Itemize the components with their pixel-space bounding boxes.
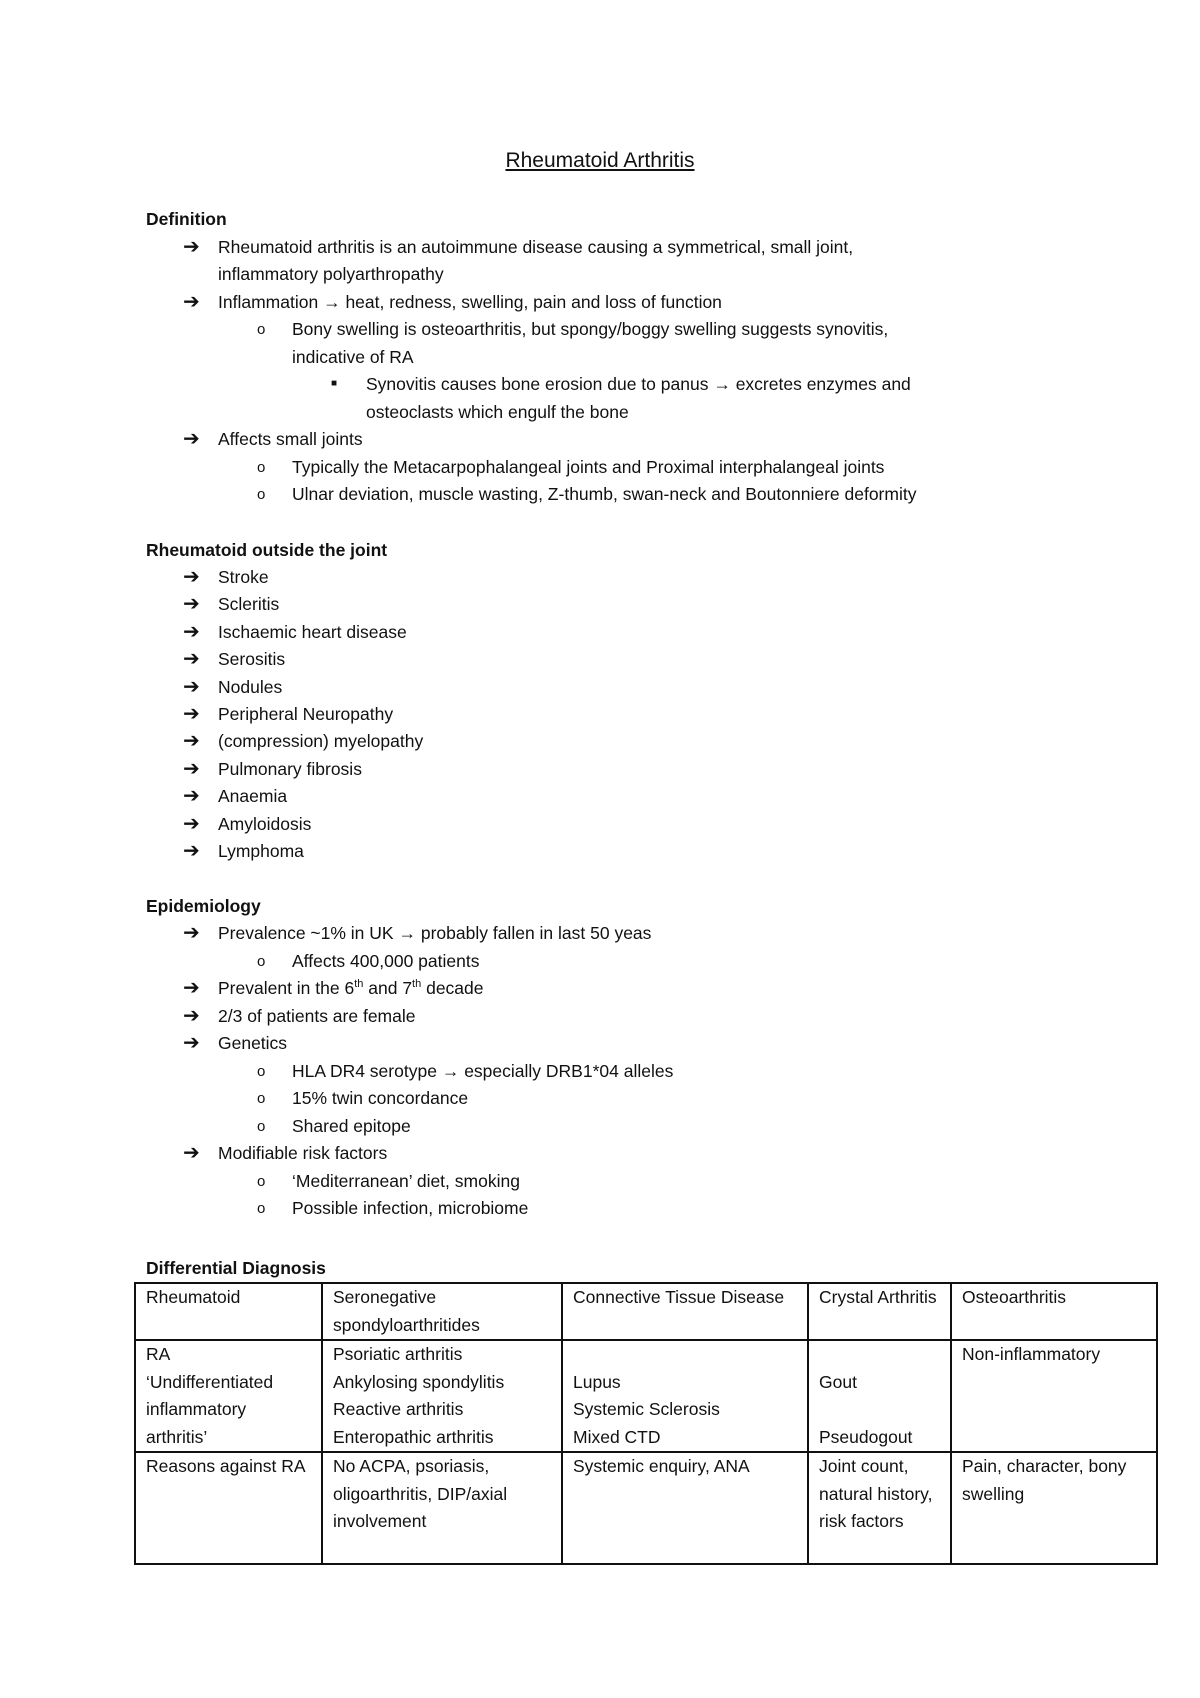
table-cell: Lupus Systemic Sclerosis Mixed CTD [562,1340,808,1452]
inline-arrow-icon: → [441,1061,460,1081]
table-cell: Gout Pseudogout [808,1340,951,1452]
inline-arrow-icon: → [398,923,416,943]
arrow-bullet-icon: ➔ [183,758,200,780]
arrow-bullet-icon: ➔ [183,977,200,999]
section-heading-definition: Definition [146,209,227,229]
circle-bullet-icon: o [257,1173,266,1190]
list-item-text: Genetics [218,1033,288,1053]
table-cell: RA ‘Undifferentiated inflammatory arthritis’ [135,1340,322,1452]
section-heading-differential: Differential Diagnosis [146,1258,326,1278]
circle-bullet-icon: o [257,953,266,970]
list-item-text: osteoclasts which engulf the bone [366,402,629,422]
arrow-bullet-icon: ➔ [183,428,200,450]
list-item-text: Peripheral Neuropathy [218,704,394,724]
table-cell: Pain, character, bony swelling [951,1452,1157,1564]
circle-bullet-icon: o [257,321,266,338]
table-cell: Reasons against RA [135,1452,322,1564]
list-item-text: 2/3 of patients are female [218,1006,416,1026]
list-item-text: Typically the Metacarpophalangeal joints and Proximal interphalangeal joints [292,457,885,477]
section-heading-outside-joint: Rheumatoid outside the joint [146,540,388,560]
arrow-bullet-icon: ➔ [183,785,200,807]
list-item-text: Ulnar deviation, muscle wasting, Z-thumb, swan-neck and Boutonniere deformity [292,484,917,504]
table-header-row [135,1283,1157,1340]
list-item-text: Nodules [218,677,283,697]
table-cell: Joint count, natural history, risk factors [808,1452,951,1564]
list-item-text: Stroke [218,567,269,587]
arrow-bullet-icon: ➔ [183,236,200,258]
list-item-text: Prevalent in the 6th and 7th decade [218,978,484,998]
list-item-text: Ischaemic heart disease [218,622,407,642]
list-item-text: inflammatory polyarthropathy [218,264,444,284]
list-item-text: Shared epitope [292,1116,411,1136]
circle-bullet-icon: o [257,1118,266,1135]
arrow-bullet-icon: ➔ [183,1032,200,1054]
list-item-text: 15% twin concordance [292,1088,469,1108]
list-item-text: Bony swelling is osteoarthritis, but spongy/boggy swelling suggests synovitis, [292,319,889,339]
table-row [135,1340,1157,1452]
arrow-bullet-icon: ➔ [183,730,200,752]
square-bullet-icon: ■ [331,378,338,389]
list-item-text: (compression) myelopathy [218,731,424,751]
list-item-text: Prevalence ~1% in UK → probably fallen in last 50 yeas [218,923,652,943]
circle-bullet-icon: o [257,486,266,503]
list-item-text: Affects 400,000 patients [292,951,480,971]
circle-bullet-icon: o [257,1200,266,1217]
list-item-text: Rheumatoid arthritis is an autoimmune disease causing a symmetrical, small joint, [218,237,854,257]
list-item-text: Possible infection, microbiome [292,1198,529,1218]
list-item-text: Synovitis causes bone erosion due to panus → excretes enzymes and [366,374,911,394]
list-item-text: Amyloidosis [218,814,312,834]
list-item-text: Inflammation → heat, redness, swelling, pain and loss of function [218,292,722,312]
circle-bullet-icon: o [257,1090,266,1107]
arrow-bullet-icon: ➔ [183,593,200,615]
table-header-cell: Connective Tissue Disease [562,1283,808,1340]
table-header-cell: Osteoarthritis [951,1283,1157,1340]
circle-bullet-icon: o [257,1063,266,1080]
list-item-text: ‘Mediterranean’ diet, smoking [292,1171,520,1191]
table-header-cell: Seronegative spondyloarthritides [322,1283,562,1340]
list-item-text: HLA DR4 serotype → especially DRB1*04 alleles [292,1061,674,1081]
arrow-bullet-icon: ➔ [183,676,200,698]
list-item-text: Affects small joints [218,429,363,449]
arrow-bullet-icon: ➔ [183,840,200,862]
list-item-text: indicative of RA [292,347,414,367]
table-cell: Non-inflammatory [951,1340,1157,1452]
table-cell: Psoriatic arthritis Ankylosing spondylitis Reactive arthritis Enteropathic arthritis [322,1340,562,1452]
inline-arrow-icon: → [713,374,731,394]
differential-diagnosis-table [134,1282,1158,1565]
inline-arrow-icon: → [323,292,341,312]
list-item-text: Scleritis [218,594,280,614]
list-item-text: Modifiable risk factors [218,1143,388,1163]
table-header-cell: Rheumatoid [135,1283,322,1340]
table-header-cell: Crystal Arthritis [808,1283,951,1340]
arrow-bullet-icon: ➔ [183,922,200,944]
list-item-text: Anaemia [218,786,288,806]
arrow-bullet-icon: ➔ [183,703,200,725]
arrow-bullet-icon: ➔ [183,648,200,670]
arrow-bullet-icon: ➔ [183,813,200,835]
table-row [135,1452,1157,1564]
arrow-bullet-icon: ➔ [183,291,200,313]
table-cell: Systemic enquiry, ANA [562,1452,808,1564]
circle-bullet-icon: o [257,459,266,476]
table-cell: No ACPA, psoriasis, oligoarthritis, DIP/axial involvement [322,1452,562,1564]
arrow-bullet-icon: ➔ [183,566,200,588]
arrow-bullet-icon: ➔ [183,621,200,643]
arrow-bullet-icon: ➔ [183,1005,200,1027]
section-heading-epidemiology: Epidemiology [146,896,261,916]
document-title: Rheumatoid Arthritis [505,149,695,172]
arrow-bullet-icon: ➔ [183,1142,200,1164]
list-item-text: Pulmonary fibrosis [218,759,362,779]
list-item-text: Lymphoma [218,841,304,861]
list-item-text: Serositis [218,649,286,669]
